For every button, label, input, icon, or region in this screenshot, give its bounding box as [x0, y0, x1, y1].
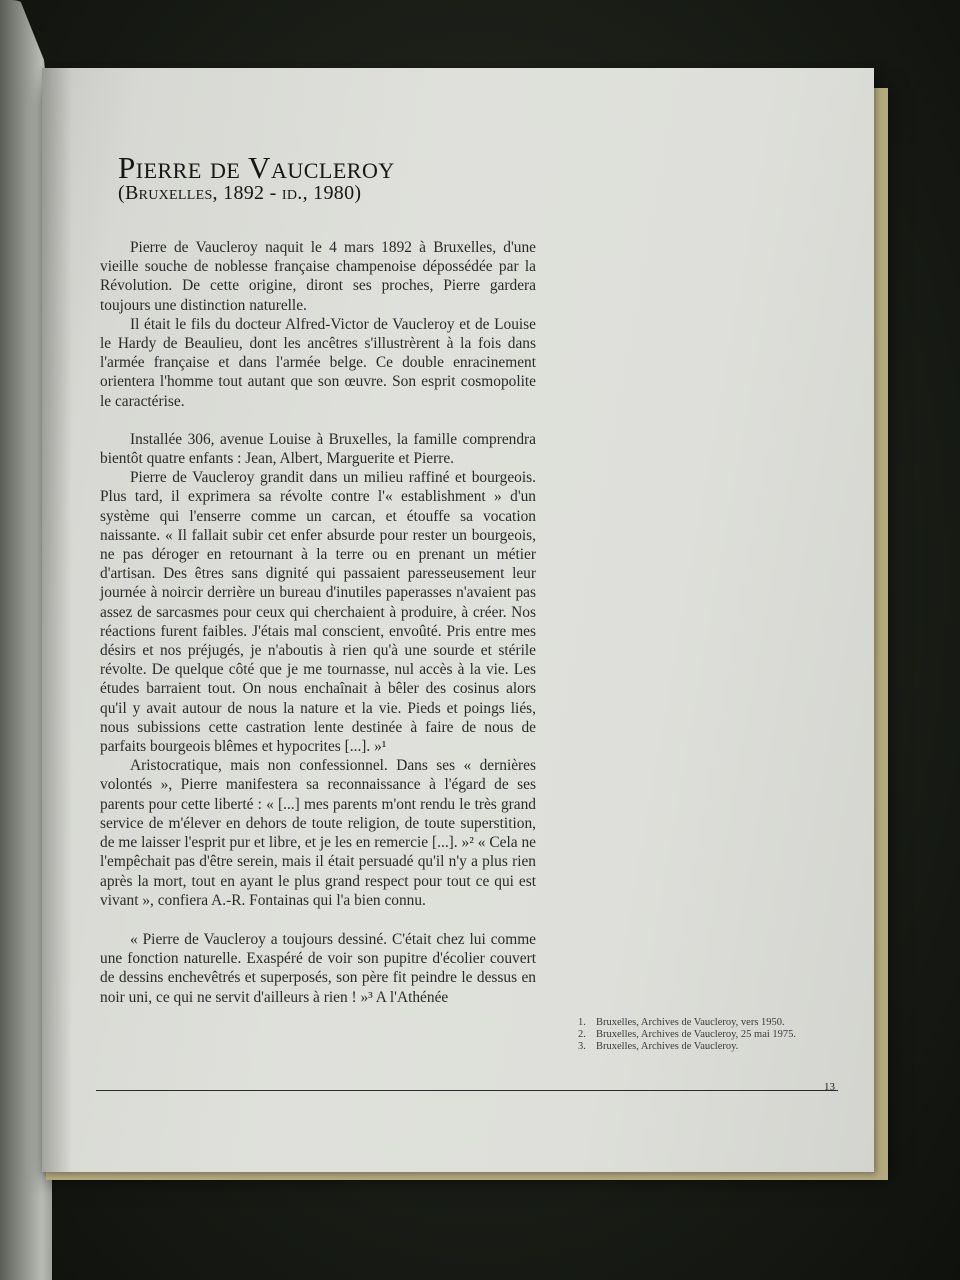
footer-rule	[96, 1090, 838, 1091]
paragraph: Aristocratique, mais non confessionnel. Dans ses « dernières volontés », Pierre manifestera sa reconnaissance à l'égard de ses parents pour cette liberté : « [...] mes parents m'ont rendu le très grand service de m'élever en dehors de toute religion, de toute superstition, de me laisser l'esprit pur et libre, et je les en remercie [...]. »² « Cela ne l'empêchait pas d'être serein, mais il était persuadé qu'il n'y a plus rien après la mort, tout en ayant le plus grand respect pour tout ce qui est vivant », confiera A.-R. Fontainas qui l'a bien connu.	[100, 757, 536, 909]
paragraph: Pierre de Vaucleroy naquit le 4 mars 1892 à Bruxelles, d'une vieille souche de noblesse française champenoise dépossédée par la Révolution. De cette origine, diront ses proches, Pierre gardera toujours une distinction naturelle.	[100, 239, 536, 314]
page-number: 13	[824, 1081, 835, 1093]
paragraph: Pierre de Vaucleroy grandit dans un milieu raffiné et bourgeois. Plus tard, il exprimera sa révolte contre l'« establishment » d'un système qui l'enserre comme un carcan, et étouffe sa vocation naissante. « Il fallait subir cet enfer absurde pour rester un bourgeois, ne pas déroger en retournant à la terre ou en prenant un métier d'artisan. Des êtres sans dignité qui passaient paresseusement leur journée à noircir derrière un bureau d'inutiles paperasses n'avaient pas assez de sarcasmes pour ceux qui cherchaient à produire, à créer. Nos réactions furent faibles. J'étais mal conscient, envoûté. Pris entre mes désirs et nos préjugés, je n'aboutis à rien qu'à une sourde et stérile révolte. De quelque côté que je me tournasse, nul accès à la vie. Les études barraient tout. On nous enchaînait à bêler des cosinus alors qu'il y avait autour de nous la nature et la vie. Pieds et poings liés, nous subissions cette castration lente destinée à faire de nous de parfaits bourgeois blêmes et hypocrites [...]. »¹	[100, 469, 536, 756]
footnotes	[578, 1017, 838, 1053]
page-gutter-shadow	[42, 68, 72, 1172]
footnote-number: 2.	[578, 1029, 586, 1040]
footnote-number: 1.	[578, 1017, 586, 1028]
footnote-text: Bruxelles, Archives de Vaucleroy, 25 mai 1975.	[596, 1029, 797, 1040]
footnote	[578, 1029, 838, 1041]
paragraph: Installée 306, avenue Louise à Bruxelles, la famille comprendra bientôt quatre enfants : Jean, Albert, Marguerite et Pierre.	[100, 430, 536, 468]
body-text	[100, 238, 536, 1007]
footnote-text: Bruxelles, Archives de Vaucleroy, vers 1950.	[596, 1017, 785, 1028]
footnote	[578, 1017, 838, 1029]
footnote	[578, 1041, 838, 1053]
paragraph: Il était le fils du docteur Alfred-Victor de Vaucleroy et de Louise le Hardy de Beaulieu, dont les ancêtres s'illustrèrent à la fois dans l'armée française et dans l'armée belge. Ce double enracinement orientera l'homme tout autant que son œuvre. Son esprit cosmopolite le caractérise.	[100, 315, 536, 410]
footnote-text: Bruxelles, Archives de Vaucleroy.	[596, 1041, 739, 1052]
page-title: Pierre de Vaucleroy	[118, 150, 395, 185]
footnote-number: 3.	[578, 1041, 586, 1052]
paragraph: « Pierre de Vaucleroy a toujours dessiné. C'était chez lui comme une fonction naturelle. Exaspéré de voir son pupitre d'écolier couvert de dessins enchevêtrés et superposés, son père fit peindre le dessus en noir uni, ce qui ne servit d'ailleurs à rien ! »³ A l'Athénée	[100, 930, 536, 1006]
page-subtitle: (Bruxelles, 1892 - id., 1980)	[118, 182, 362, 204]
